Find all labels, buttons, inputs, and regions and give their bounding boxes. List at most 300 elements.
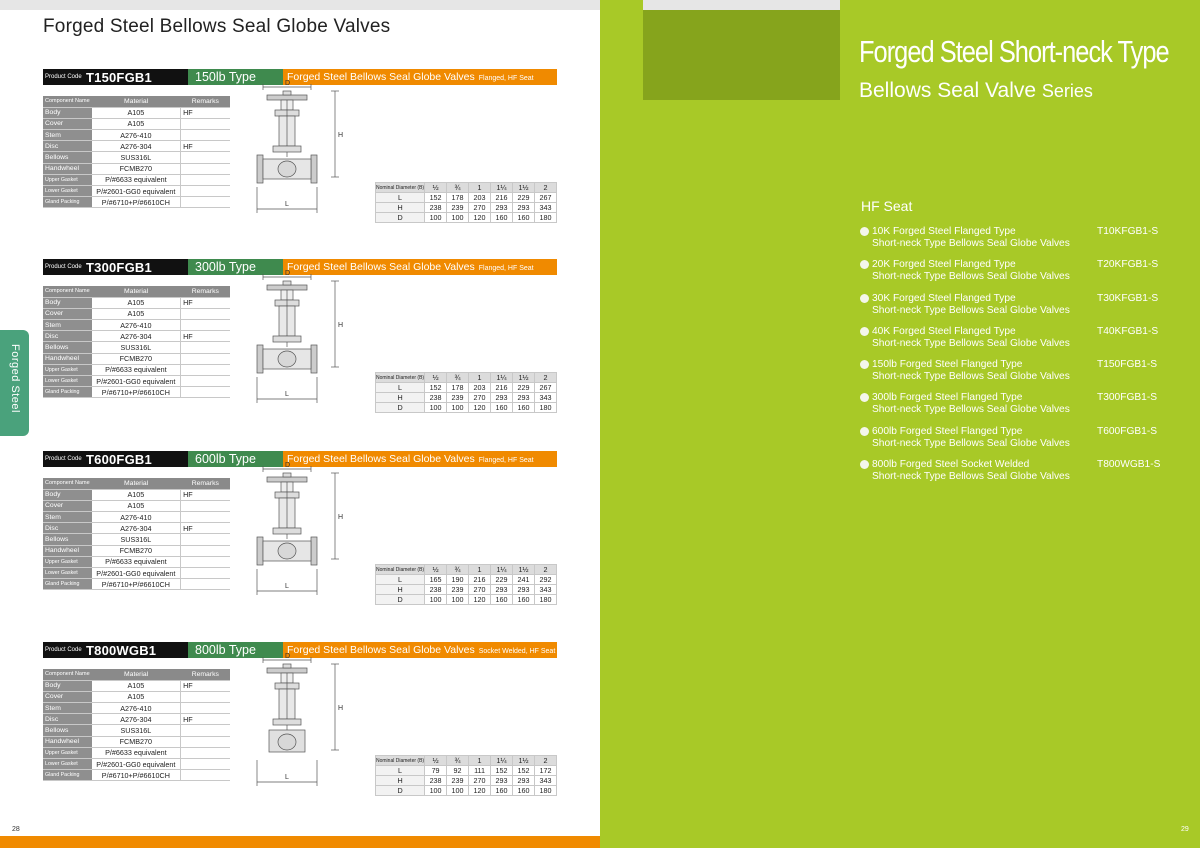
component-table — [43, 669, 230, 781]
component-name: Bellows — [43, 725, 92, 736]
product-code: T150FGB1 — [86, 70, 152, 85]
table-row — [43, 579, 230, 590]
component-material: FCMB270 — [92, 545, 181, 556]
dimension-value: 120 — [469, 595, 491, 605]
component-material: A105 — [92, 489, 181, 500]
bullet-icon — [860, 327, 869, 336]
dimension-value: 92 — [447, 766, 469, 776]
dimension-value: 216 — [491, 383, 513, 393]
dimension-value: 160 — [491, 786, 513, 796]
header-nominal-diameter: Nominal Diameter (B) — [376, 184, 425, 191]
product-description-sub: Flanged, HF Seat — [478, 75, 534, 82]
dimension-table-header — [376, 756, 557, 766]
header-size: 1 — [469, 183, 491, 193]
series-item-subtitle: Short-neck Type Bellows Seal Globe Valves — [872, 337, 1070, 349]
component-remarks — [181, 174, 230, 185]
component-remarks — [181, 534, 230, 545]
dimension-table — [375, 372, 557, 413]
component-material: FCMB270 — [92, 736, 181, 747]
bullet-icon — [860, 260, 869, 269]
bullet-icon — [860, 360, 869, 369]
dimension-value: 203 — [469, 193, 491, 203]
dimension-value: 238 — [425, 393, 447, 403]
header-remarks: Remarks — [181, 286, 230, 297]
product-type: 800lb Type — [188, 642, 283, 658]
dimension-table-header — [376, 565, 557, 575]
dimension-value: 190 — [447, 575, 469, 585]
component-name: Bellows — [43, 342, 92, 353]
series-item-code: T800WGB1-S — [1097, 459, 1161, 471]
header-size: ¾ — [447, 565, 469, 575]
table-row — [43, 512, 230, 523]
component-name: Stem — [43, 130, 92, 141]
component-remarks — [181, 545, 230, 556]
dimension-value: 238 — [425, 203, 447, 213]
dimension-value: 160 — [513, 403, 535, 413]
dimension-value: 100 — [425, 786, 447, 796]
dimension-value: 152 — [425, 383, 447, 393]
product-description-sub: Socket Welded, HF Seat — [478, 648, 556, 655]
header-size: 1½ — [513, 756, 535, 766]
component-material: SUS316L — [92, 342, 181, 353]
right-top-block — [643, 10, 840, 100]
component-name: Disc — [43, 331, 92, 342]
header-component-name: Component Name — [43, 478, 92, 489]
component-material: A105 — [92, 308, 181, 319]
table-row — [43, 714, 230, 725]
header-material: Material — [92, 96, 181, 107]
component-name: Body — [43, 107, 92, 118]
series-item-code: T40KFGB1-S — [1097, 325, 1159, 337]
series-item-code: T10KFGB1-S — [1097, 226, 1159, 237]
component-material: A105 — [92, 500, 181, 511]
dimension-value: 120 — [469, 213, 491, 223]
drawing-label-l: L — [285, 201, 289, 208]
table-row — [43, 725, 230, 736]
dimension-value: 180 — [535, 403, 557, 413]
component-remarks: HF — [181, 523, 230, 534]
left-top-bar — [0, 0, 600, 10]
header-size: ¾ — [447, 183, 469, 193]
component-remarks — [181, 376, 230, 387]
component-name: Cover — [43, 308, 92, 319]
bullet-icon — [860, 294, 869, 303]
component-remarks: HF — [181, 331, 230, 342]
page-title: Forged Steel Bellows Seal Globe Valves — [43, 16, 391, 37]
bullet-icon — [860, 460, 869, 469]
component-name: Cover — [43, 691, 92, 702]
table-row — [43, 186, 230, 197]
right-page — [600, 0, 1200, 848]
component-remarks — [181, 118, 230, 129]
component-name: Lower Gasket — [43, 568, 92, 579]
component-remarks — [181, 387, 230, 398]
dimension-value: 293 — [513, 393, 535, 403]
series-item-subtitle: Short-neck Type Bellows Seal Globe Valves — [872, 471, 1070, 483]
dimension-label: H — [376, 776, 425, 786]
component-remarks: HF — [181, 680, 230, 691]
table-row — [43, 320, 230, 331]
series-item-code: T20KFGB1-S — [1097, 259, 1159, 271]
dimension-label: H — [376, 585, 425, 595]
component-name: Handwheel — [43, 353, 92, 364]
header-size: 2 — [535, 565, 557, 575]
component-material: A276-410 — [92, 703, 181, 714]
dimension-value: 293 — [491, 776, 513, 786]
table-row — [43, 556, 230, 567]
table-row — [43, 489, 230, 500]
list-item — [860, 226, 1180, 259]
component-remarks — [181, 568, 230, 579]
valve-drawing — [243, 650, 363, 800]
header-material: Material — [92, 669, 181, 680]
header-remarks: Remarks — [181, 669, 230, 680]
dimension-value: 216 — [469, 575, 491, 585]
table-row — [43, 197, 230, 208]
dimension-value: 160 — [491, 403, 513, 413]
header-size: 1 — [469, 565, 491, 575]
dimension-value: 293 — [513, 203, 535, 213]
component-remarks: HF — [181, 297, 230, 308]
component-name: Body — [43, 680, 92, 691]
dimension-value: 79 — [425, 766, 447, 776]
list-item — [860, 426, 1180, 459]
table-row — [376, 193, 557, 203]
dimension-value: 178 — [447, 383, 469, 393]
component-name: Lower Gasket — [43, 759, 92, 770]
header-size: 1¼ — [491, 183, 513, 193]
table-row — [43, 387, 230, 398]
dimension-value: 343 — [535, 393, 557, 403]
series-item-subtitle: Short-neck Type Bellows Seal Globe Valves — [872, 304, 1070, 316]
drawing-label-d: D — [285, 270, 291, 277]
table-row — [43, 107, 230, 118]
header-size: 2 — [535, 756, 557, 766]
header-nominal-diameter: Nominal Diameter (B) — [376, 566, 425, 573]
dimension-value: 293 — [491, 585, 513, 595]
component-material: A105 — [92, 691, 181, 702]
table-row — [43, 364, 230, 375]
product-type: 150lb Type — [188, 69, 283, 85]
product-description-main: Forged Steel Bellows Seal Globe Valves — [287, 261, 475, 273]
table-row — [43, 703, 230, 714]
series-item-subtitle: Short-neck Type Bellows Seal Globe Valves — [872, 371, 1070, 383]
valve-drawing — [243, 77, 363, 227]
drawing-label-h: H — [338, 705, 344, 712]
component-name: Upper Gasket — [43, 747, 92, 758]
component-material: A276-304 — [92, 523, 181, 534]
component-remarks: HF — [181, 107, 230, 118]
component-name: Cover — [43, 500, 92, 511]
component-material: P/#2601-GG0 equivalent — [92, 186, 181, 197]
component-material: A105 — [92, 118, 181, 129]
header-component-name: Component Name — [43, 286, 92, 297]
dimension-value: 172 — [535, 766, 557, 776]
dimension-value: 292 — [535, 575, 557, 585]
dimension-value: 267 — [535, 383, 557, 393]
component-name: Cover — [43, 118, 92, 129]
component-material: P/#6633 equivalent — [92, 556, 181, 567]
component-remarks — [181, 759, 230, 770]
series-subtitle-suffix: Series — [1041, 81, 1093, 101]
drawing-label-h: H — [338, 514, 344, 521]
header-size: ¾ — [447, 373, 469, 383]
dimension-value: 343 — [535, 203, 557, 213]
table-row — [43, 353, 230, 364]
product-section — [43, 642, 557, 832]
header-size: ½ — [425, 756, 447, 766]
component-name: Upper Gasket — [43, 364, 92, 375]
drawing-label-h: H — [338, 322, 344, 329]
side-tab-label: Forged Steel — [9, 344, 21, 413]
dimension-value: 343 — [535, 585, 557, 595]
header-size: ½ — [425, 183, 447, 193]
header-size: ¾ — [447, 756, 469, 766]
dimension-value: 238 — [425, 776, 447, 786]
dimension-table-header — [376, 183, 557, 193]
component-remarks: HF — [181, 141, 230, 152]
dimension-table — [375, 755, 557, 796]
table-row — [43, 523, 230, 534]
series-item-name: 600lb Forged Steel Flanged Type — [872, 425, 1023, 437]
component-remarks — [181, 512, 230, 523]
component-name: Handwheel — [43, 736, 92, 747]
dimension-value: 152 — [425, 193, 447, 203]
header-nominal-diameter: Nominal Diameter (B) — [376, 757, 425, 764]
dimension-value: 293 — [491, 393, 513, 403]
series-subtitle-main: Bellows Seal Valve — [859, 79, 1037, 102]
dimension-value: 100 — [425, 595, 447, 605]
component-name: Body — [43, 297, 92, 308]
dimension-value: 270 — [469, 203, 491, 213]
dimension-value: 100 — [447, 213, 469, 223]
dimension-value: 293 — [513, 776, 535, 786]
hf-seat-heading: HF Seat — [861, 198, 913, 214]
table-row — [43, 308, 230, 319]
series-item-name: 300lb Forged Steel Flanged Type — [872, 392, 1023, 404]
table-row — [43, 736, 230, 747]
product-code-block — [43, 642, 188, 658]
series-item-name: 10K Forged Steel Flanged Type — [872, 226, 1016, 237]
series-item-name: 30K Forged Steel Flanged Type — [872, 292, 1016, 304]
product-code-label: Product Code — [45, 74, 82, 80]
drawing-label-h: H — [338, 132, 344, 139]
product-code-label: Product Code — [45, 264, 82, 270]
bullet-icon — [860, 427, 869, 436]
component-name: Bellows — [43, 534, 92, 545]
product-description-main: Forged Steel Bellows Seal Globe Valves — [287, 644, 475, 656]
dimension-value: 100 — [447, 403, 469, 413]
series-item-code: T150FGB1-S — [1097, 359, 1158, 371]
dimension-label: H — [376, 393, 425, 403]
component-name: Bellows — [43, 152, 92, 163]
side-tab — [0, 330, 29, 436]
table-row — [43, 297, 230, 308]
table-row — [43, 500, 230, 511]
dimension-table — [375, 564, 557, 605]
dimension-label: H — [376, 203, 425, 213]
component-name: Lower Gasket — [43, 376, 92, 387]
header-size: 1½ — [513, 183, 535, 193]
dimension-value: 239 — [447, 393, 469, 403]
table-row — [376, 393, 557, 403]
component-remarks — [181, 152, 230, 163]
drawing-label-l: L — [285, 391, 289, 398]
header-component-name: Component Name — [43, 669, 92, 680]
component-remarks — [181, 500, 230, 511]
list-item — [860, 259, 1180, 292]
dimension-value: 229 — [491, 575, 513, 585]
header-remarks: Remarks — [181, 96, 230, 107]
header-nominal-diameter: Nominal Diameter (B) — [376, 374, 425, 381]
component-material: P/#6710+P/#6610CH — [92, 387, 181, 398]
component-remarks — [181, 353, 230, 364]
header-material: Material — [92, 286, 181, 297]
component-remarks — [181, 308, 230, 319]
component-table-header — [43, 96, 230, 107]
component-remarks — [181, 703, 230, 714]
product-code-label: Product Code — [45, 456, 82, 462]
valve-drawing — [243, 459, 363, 609]
component-material: A276-304 — [92, 141, 181, 152]
dimension-table — [375, 182, 557, 223]
component-name: Stem — [43, 512, 92, 523]
product-code-block — [43, 69, 188, 85]
header-size: ½ — [425, 373, 447, 383]
dimension-value: 160 — [513, 213, 535, 223]
drawing-label-l: L — [285, 774, 289, 781]
dimension-value: 238 — [425, 585, 447, 595]
component-material: SUS316L — [92, 725, 181, 736]
dimension-value: 180 — [535, 595, 557, 605]
component-material: P/#2601-GG0 equivalent — [92, 568, 181, 579]
component-material: P/#6710+P/#6610CH — [92, 197, 181, 208]
bullet-icon — [860, 393, 869, 402]
product-code-block — [43, 259, 188, 275]
header-size: 1¼ — [491, 373, 513, 383]
component-name: Gland Packing — [43, 579, 92, 590]
component-remarks: HF — [181, 489, 230, 500]
dimension-value: 120 — [469, 786, 491, 796]
component-table — [43, 286, 230, 398]
list-item — [860, 293, 1180, 326]
table-row — [43, 747, 230, 758]
series-title: Forged Steel Short-neck Type — [859, 34, 1169, 69]
list-item — [860, 392, 1180, 425]
header-size: 1¼ — [491, 756, 513, 766]
dimension-label: D — [376, 213, 425, 223]
right-top-line — [643, 0, 840, 10]
list-item — [860, 459, 1180, 492]
dimension-value: 270 — [469, 776, 491, 786]
table-row — [43, 141, 230, 152]
dimension-value: 180 — [535, 213, 557, 223]
component-material: A276-304 — [92, 714, 181, 725]
dimension-value: 100 — [425, 213, 447, 223]
dimension-value: 152 — [513, 766, 535, 776]
component-material: A276-304 — [92, 331, 181, 342]
series-item-name: 150lb Forged Steel Flanged Type — [872, 359, 1023, 371]
product-type: 600lb Type — [188, 451, 283, 467]
component-material: FCMB270 — [92, 353, 181, 364]
dimension-value: 100 — [447, 786, 469, 796]
dimension-value: 160 — [491, 595, 513, 605]
product-description-main: Forged Steel Bellows Seal Globe Valves — [287, 453, 475, 465]
dimension-label: D — [376, 786, 425, 796]
component-remarks — [181, 579, 230, 590]
dimension-value: 229 — [513, 383, 535, 393]
component-table-header — [43, 478, 230, 489]
dimension-value: 152 — [491, 766, 513, 776]
table-row — [43, 118, 230, 129]
dimension-value: 241 — [513, 575, 535, 585]
table-row — [376, 383, 557, 393]
series-item-code: T300FGB1-S — [1097, 392, 1158, 404]
dimension-value: 111 — [469, 766, 491, 776]
table-row — [376, 203, 557, 213]
component-name: Body — [43, 489, 92, 500]
series-item-name: 40K Forged Steel Flanged Type — [872, 325, 1016, 337]
component-name: Gland Packing — [43, 770, 92, 781]
component-remarks — [181, 691, 230, 702]
component-material: A276-410 — [92, 320, 181, 331]
series-item-code: T600FGB1-S — [1097, 425, 1158, 437]
table-row — [376, 575, 557, 585]
dimension-value: 160 — [513, 786, 535, 796]
table-row — [43, 163, 230, 174]
component-remarks — [181, 725, 230, 736]
component-remarks — [181, 320, 230, 331]
product-section — [43, 259, 557, 449]
product-code: T300FGB1 — [86, 260, 152, 275]
component-material: P/#6710+P/#6610CH — [92, 579, 181, 590]
header-component-name: Component Name — [43, 96, 92, 107]
component-remarks — [181, 770, 230, 781]
component-remarks — [181, 342, 230, 353]
dimension-value: 293 — [491, 203, 513, 213]
product-type: 300lb Type — [188, 259, 283, 275]
table-row — [43, 534, 230, 545]
dimension-value: 203 — [469, 383, 491, 393]
component-material: P/#6710+P/#6610CH — [92, 770, 181, 781]
drawing-label-d: D — [285, 80, 291, 87]
component-material: A276-410 — [92, 512, 181, 523]
valve-drawing — [243, 267, 363, 417]
series-list — [860, 226, 1180, 492]
header-size: ½ — [425, 565, 447, 575]
component-material: P/#2601-GG0 equivalent — [92, 759, 181, 770]
component-remarks — [181, 747, 230, 758]
dimension-value: 270 — [469, 585, 491, 595]
component-name: Upper Gasket — [43, 556, 92, 567]
header-size: 1 — [469, 373, 491, 383]
table-row — [43, 342, 230, 353]
series-subtitle — [859, 79, 1093, 103]
table-row — [376, 403, 557, 413]
table-row — [43, 568, 230, 579]
dimension-label: L — [376, 383, 425, 393]
dimension-label: D — [376, 403, 425, 413]
component-material: SUS316L — [92, 152, 181, 163]
table-row — [376, 585, 557, 595]
component-table — [43, 96, 230, 208]
list-item — [860, 326, 1180, 359]
component-name: Disc — [43, 141, 92, 152]
product-code-block — [43, 451, 188, 467]
component-material: A105 — [92, 680, 181, 691]
dimension-table-header — [376, 373, 557, 383]
component-material: P/#6633 equivalent — [92, 174, 181, 185]
